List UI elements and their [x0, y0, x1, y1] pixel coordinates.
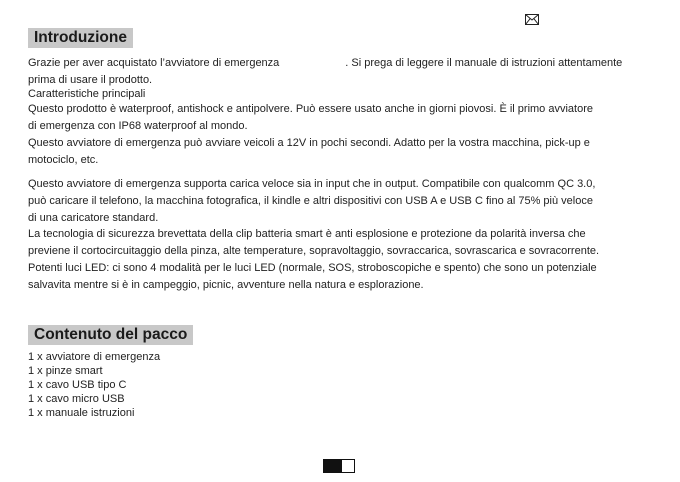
features-subheading: Caratteristiche principali [28, 88, 146, 100]
intro-line-1-end: . Si prega di leggere il manuale di istruzioni attentamente [345, 57, 623, 69]
intro-line: previene il cortocircuitaggio della pinza, alte temperature, sopravoltaggio, sovraccarica, sovrascarica e sovracorrente. [28, 245, 600, 257]
package-item: 1 x cavo micro USB [28, 393, 125, 405]
intro-line: Questo avviatore di emergenza può avviare veicoli a 12V in pochi secondi. Adatto per la vostra macchina, pick-up e [28, 137, 590, 149]
package-item: 1 x cavo USB tipo C [28, 379, 127, 391]
package-item: 1 x pinze smart [28, 365, 103, 377]
page-marker-fill [324, 460, 342, 472]
intro-line: La tecnologia di sicurezza brevettata della clip batteria smart è anti esplosione e protezione da polarità inversa che [28, 228, 586, 240]
intro-line: di emergenza con IP68 waterproof al mondo. [28, 120, 248, 132]
mail-icon [525, 14, 539, 25]
intro-line: motociclo, etc. [28, 154, 99, 166]
intro-line: Potenti luci LED: ci sono 4 modalità per le luci LED (normale, SOS, stroboscopiche e spento) che sono un potenziale [28, 262, 597, 274]
intro-line: di una caricatore standard. [28, 212, 159, 224]
package-contents-heading: Contenuto del pacco [28, 325, 193, 345]
intro-heading: Introduzione [28, 28, 133, 48]
intro-line: Questo avviatore di emergenza supporta carica veloce sia in input che in output. Compatibile con qualcomm QC 3.0, [28, 178, 596, 190]
intro-line-1 [28, 56, 622, 71]
intro-line-1-start: Grazie per aver acquistato l’avviatore di emergenza [28, 57, 280, 69]
intro-line: prima di usare il prodotto. [28, 74, 153, 86]
package-item: 1 x manuale istruzioni [28, 407, 135, 419]
intro-line: può caricare il telefono, la macchina fotografica, il kindle e altri dispositivi con USB A e USB C fino al 75% più veloce [28, 195, 593, 207]
intro-line: salvavita mentre si è in campeggio, picnic, avventure nella natura e esplorazione. [28, 279, 424, 291]
intro-line: Questo prodotto è waterproof, antishock e antipolvere. Può essere usato anche in giorni piovosi. È il primo avviatore [28, 103, 593, 115]
package-item: 1 x avviatore di emergenza [28, 351, 161, 363]
page-marker-icon [323, 459, 355, 473]
